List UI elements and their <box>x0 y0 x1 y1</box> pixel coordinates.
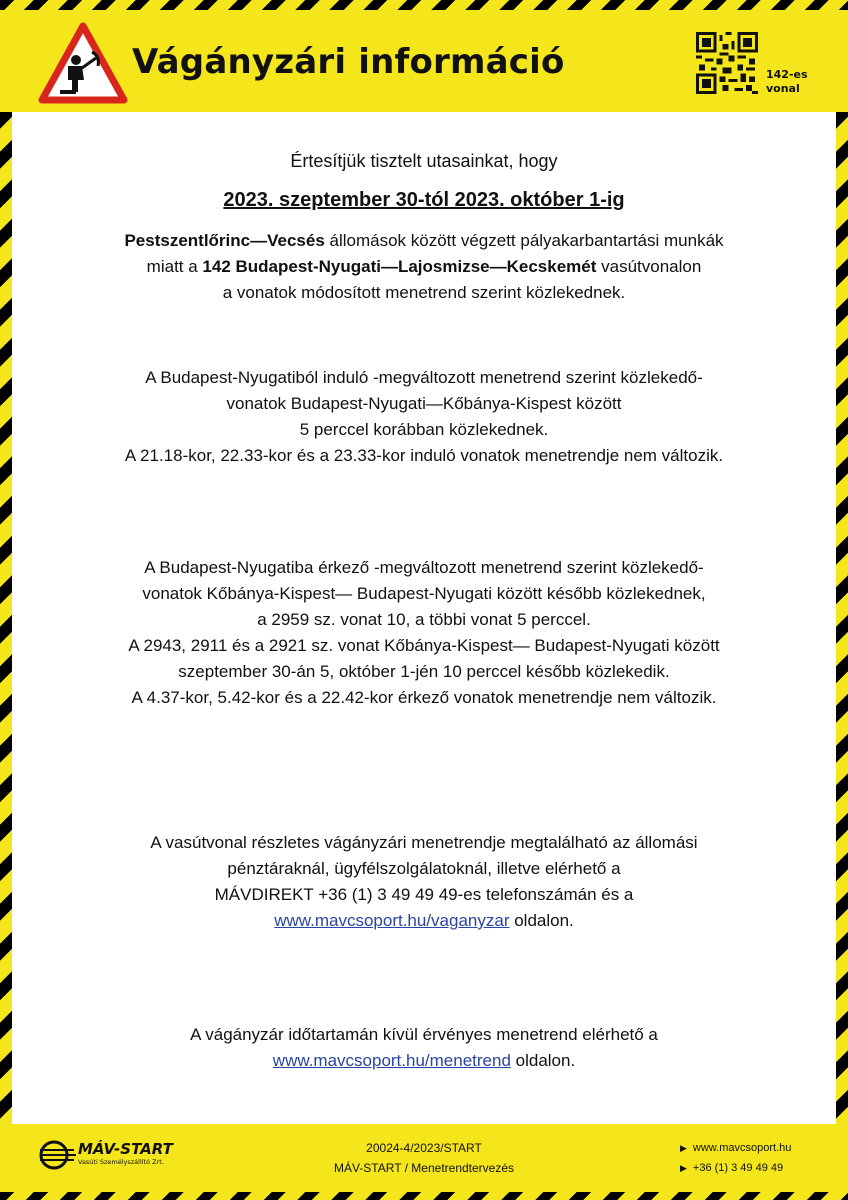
arrow-right-icon: ▶ <box>680 1163 687 1173</box>
header-banner <box>0 0 848 112</box>
paragraph-2-line: A Budapest-Nyugatiból induló -megváltozott menetrend szerint közlekedő- <box>145 368 703 387</box>
paragraph-4-line: pénztáraknál, ügyfélszolgálatoknál, illetve elérhető a <box>227 859 621 878</box>
line-tag-label: vonal <box>766 82 800 95</box>
phone-text: +36 (1) 3 49 49 49 <box>692 1162 784 1174</box>
paragraph-2-line: 5 perccel korábban közlekednek. <box>299 420 549 439</box>
paragraph-3-line: A 2943, 2911 és a 2921 sz. vonat Kőbánya-Kispest— Budapest-Nyugati között <box>128 636 720 655</box>
page-title: Vágányzári információ <box>132 42 565 82</box>
hazard-stripe-right <box>836 112 848 1124</box>
construction-warning-icon <box>38 22 128 104</box>
paragraph-5-line: A vágányzár időtartamán kívül érvényes menetrend elérhető a <box>190 1025 658 1044</box>
paragraph-1-text-c: vasútvonalon <box>596 257 702 276</box>
hazard-stripe-bottom <box>0 1192 848 1200</box>
paragraph-1-line-1 <box>20 228 828 254</box>
paragraph-3-line: a 2959 sz. vonat 10, a többi vonat 5 perccel. <box>257 610 591 629</box>
paragraph-3-line: A Budapest-Nyugatiba érkező -megváltozott menetrend szerint közlekedő- <box>144 558 704 577</box>
paragraph-3-line: A 4.37-kor, 5.42-kor és a 22.42-kor érkező vonatok menetrendje nem változik. <box>131 688 717 707</box>
notice-paragraph-1 <box>20 228 828 306</box>
footer-banner <box>0 1124 848 1200</box>
vaganyzar-link[interactable]: www.mavcsoport.hu/vaganyzar <box>274 911 510 930</box>
qr-code-icon[interactable] <box>696 32 758 94</box>
paragraph-5-link-line <box>20 1048 828 1074</box>
website-contact[interactable] <box>680 1138 830 1158</box>
paragraph-3-line: szeptember 30-án 5, október 1-jén 10 perccel később közlekedik. <box>178 662 670 681</box>
notice-paragraph-5 <box>20 1022 828 1074</box>
paragraph-2-line: A 21.18-kor, 22.33-kor és a 23.33-kor induló vonatok menetrendje nem változik. <box>124 446 724 465</box>
phone-contact[interactable] <box>680 1158 830 1178</box>
logo-subtitle: Vasúti Személyszállító Zrt. <box>78 1158 164 1166</box>
notice-date-range: 2023. szeptember 30-tól 2023. október 1-ig <box>223 189 625 211</box>
paragraph-1-line-3: a vonatok módosított menetrend szerint közlekednek. <box>222 283 626 302</box>
paragraph-1-line-2 <box>20 254 828 280</box>
paragraph-2-line: vonatok Budapest-Nyugati—Kőbánya-Kispest között <box>226 394 622 413</box>
paragraph-4-line: A vasútvonal részletes vágányzári menetrendje megtalálható az állomási <box>150 833 698 852</box>
paragraph-4-line: MÁVDIREKT +36 (1) 3 49 49 49-es telefonszámán és a <box>214 885 634 904</box>
paragraph-1-text-a: állomások között végzett pályakarbantartási munkák <box>324 231 724 250</box>
notice-body <box>20 112 828 1124</box>
paragraph-5-after-link: oldalon. <box>510 1051 576 1070</box>
paragraph-4-link-line <box>20 908 828 934</box>
footer-contacts <box>680 1138 830 1178</box>
paragraph-1-text-b: miatt a <box>146 257 203 276</box>
line-name: 142 Budapest-Nyugati—Lajosmizse—Kecskemét <box>202 257 597 276</box>
document-id: 20024-4/2023/START <box>366 1141 482 1155</box>
logo-text: MÁV-START <box>78 1140 173 1158</box>
hazard-stripe-left <box>0 112 12 1124</box>
notice-paragraph-2 <box>20 365 828 469</box>
station-pair: Pestszentlőrinc—Vecsés <box>124 231 325 250</box>
hazard-stripe-top <box>0 0 848 10</box>
line-tag-number: 142-es <box>766 68 808 81</box>
website-text: www.mavcsoport.hu <box>692 1142 792 1154</box>
notice-paragraph-4 <box>20 830 828 934</box>
notice-paragraph-3 <box>20 555 828 711</box>
line-number-tag <box>766 68 826 96</box>
paragraph-3-line: vonatok Kőbánya-Kispest— Budapest-Nyugati között később közlekednek, <box>142 584 706 603</box>
department: MÁV-START / Menetrendtervezés <box>333 1161 515 1175</box>
paragraph-4-after-link: oldalon. <box>509 911 574 930</box>
notice-intro: Értesítjük tisztelt utasainkat, hogy <box>290 151 558 171</box>
menetrend-link[interactable]: www.mavcsoport.hu/menetrend <box>272 1051 511 1070</box>
footer-center <box>274 1138 574 1178</box>
arrow-right-icon: ▶ <box>680 1143 687 1153</box>
